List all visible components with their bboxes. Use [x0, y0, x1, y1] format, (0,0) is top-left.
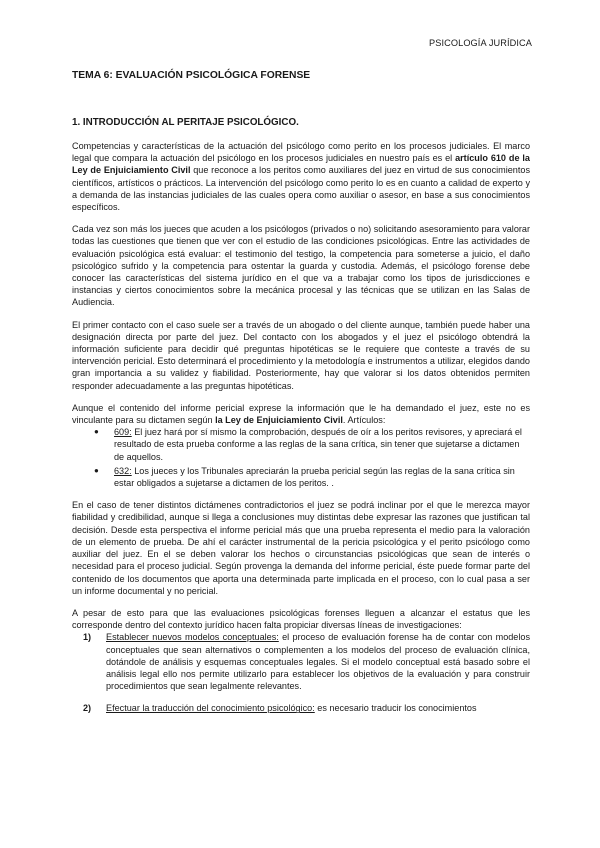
item-number: 2) [83, 703, 92, 714]
item-title: Establecer nuevos modelos conceptuales: [106, 632, 279, 643]
paragraph-2: Cada vez son más los jueces que acuden a los psicólogos (privados o no) solicitando asesoramiento para valorar todas las cuestiones que tienen que ver con el estudio de las condiciones psicológicas. Entre las actividades de evaluación psicológica está evaluar: el testimonio del testigo, la competencia para someterse a juicio, el daño psicológico sufrido y la competencia para ostentar la guarda y custodia. Además, el psicólogo forense debe conocer las características del sistema jurídico en el que va a trabajar como los tipos de jurisdicciones e instancias y ciertos conocimientos sobre la mecánica procesal y las técnicas que se utilizan en las Salas de Audiencia. [72, 224, 530, 308]
article-text: Los jueces y los Tribunales apreciarán la prueba pericial según las reglas de la sana crítica sin estar obligados a sujetarse a dictamen de los peritos. . [114, 465, 515, 489]
document-body [72, 70, 530, 725]
article-text: El juez hará por sí mismo la comprobación, después de oír a los peritos revisores, y apreciará el resultado de esta prueba conforme a las reglas de la sana crítica, sin tener que sujetarse a dictamen de aquellos. [114, 427, 522, 462]
item-number: 1) [83, 632, 92, 643]
article-item [98, 465, 530, 489]
paragraph-4-text-b: . Artículos: [342, 415, 386, 426]
research-line-item [83, 631, 530, 692]
item-title: Efectuar la traducción del conocimiento psicológico: [106, 703, 315, 714]
law-reference-bold: artículo 610 de la Ley de Enjuiciamiento Civil [72, 153, 530, 176]
paragraph-4-text-a: Aunque el contenido del informe pericial exprese la información que le ha demandado el juez, este no es vinculante para su dictamen según [72, 402, 530, 426]
paragraph-6: A pesar de esto para que las evaluaciones psicológicas forenses lleguen a alcanzar el estatus que les corresponde dentro del contexto jurídico hacen falta propiciar diversas líneas de investigaciones: [72, 607, 530, 631]
running-header: PSICOLOGÍA JURÍDICA [429, 38, 532, 48]
article-item [98, 426, 530, 463]
paragraph-1-text-b: que reconoce a los peritos como auxiliares del juez en virtud de sus conocimientos científicos, artísticos o prácticos. La intervención del psicólogo como perito lo es en cuanto a calidad de experto y a demanda de las instancias judiciales de las cuales opera como auxiliar o asesor, en base a sus conocimientos específicos. [72, 165, 530, 213]
article-number: 609: [114, 427, 132, 438]
research-lines-list [72, 631, 530, 714]
research-line-item [83, 702, 530, 714]
item-text: el proceso de evaluación forense ha de contar con modelos conceptuales que sean alternativos o complementen a los modelos del proceso de evaluación clínica, dotándole de análisis y esquemas conceptuales legales. Si el modelo conceptual está basado sobre el análisis legal ello nos permite utilizarlo para establecer los objetivos de la evaluación y para construir procedimientos que sean legalmente relevantes. [106, 632, 530, 692]
document-title: TEMA 6: EVALUACIÓN PSICOLÓGICA FORENSE [72, 70, 311, 81]
item-text: es necesario traducir los conocimientos [314, 703, 477, 714]
article-number: 632: [114, 465, 132, 476]
paragraph-1 [72, 140, 530, 213]
section-heading: 1. INTRODUCCIÓN AL PERITAJE PSICOLÓGICO. [72, 117, 299, 128]
paragraph-5: En el caso de tener distintos dictámenes contradictorios el juez se podrá inclinar por el que le merezca mayor fiabilidad y credibilidad, aunque si llega a conclusiones muy distintas debe expresar las razones que justifican tal decisión. Desde esta perspectiva el informe pericial más que una prueba representa el medio para la valoración de un elemento de prueba. De ahí el carácter instrumental de la pericia psicológica y el perito psicólogo como auxiliar del juez. En el se deben valorar los hechos o circunstancias psicológicas que sean de interés o necesidad para el proceso judicial. Según provenga la demanda del informe pericial, éste puede formar parte del contenido de los documentos que aporta una determinada parte implicada en el proceso, con lo cual pasa a ser un informe documental y no pericial. [72, 500, 530, 596]
law-name-bold: la Ley de Enjuiciamiento Civil [215, 415, 343, 426]
paragraph-4 [72, 402, 530, 426]
paragraph-1-text-a: Competencias y características de la actuación del psicólogo como perito en los procesos judiciales. El marco legal que compara la actuación del psicólogo en los procesos judiciales en nuestro país es el [72, 141, 530, 164]
paragraph-3: El primer contacto con el caso suele ser a través de un abogado o del cliente aunque, también puede haber una designación directa por parte del juez. Del contacto con los abogados y el juez el psicólogo obtendrá la información suficiente para decidir qué preguntas hipotéticas se le requiere que conteste a través de su intervención pericial. Esto determinará el procedimiento y la metodología e instrumentos a utilizar, elegidos dando gran importancia a su validez y fiabilidad. Posteriormente, hay que valorar si los datos obtenidos permiten responder adecuadamente a las preguntas hipotéticas. [72, 319, 530, 391]
articles-list [72, 426, 530, 489]
